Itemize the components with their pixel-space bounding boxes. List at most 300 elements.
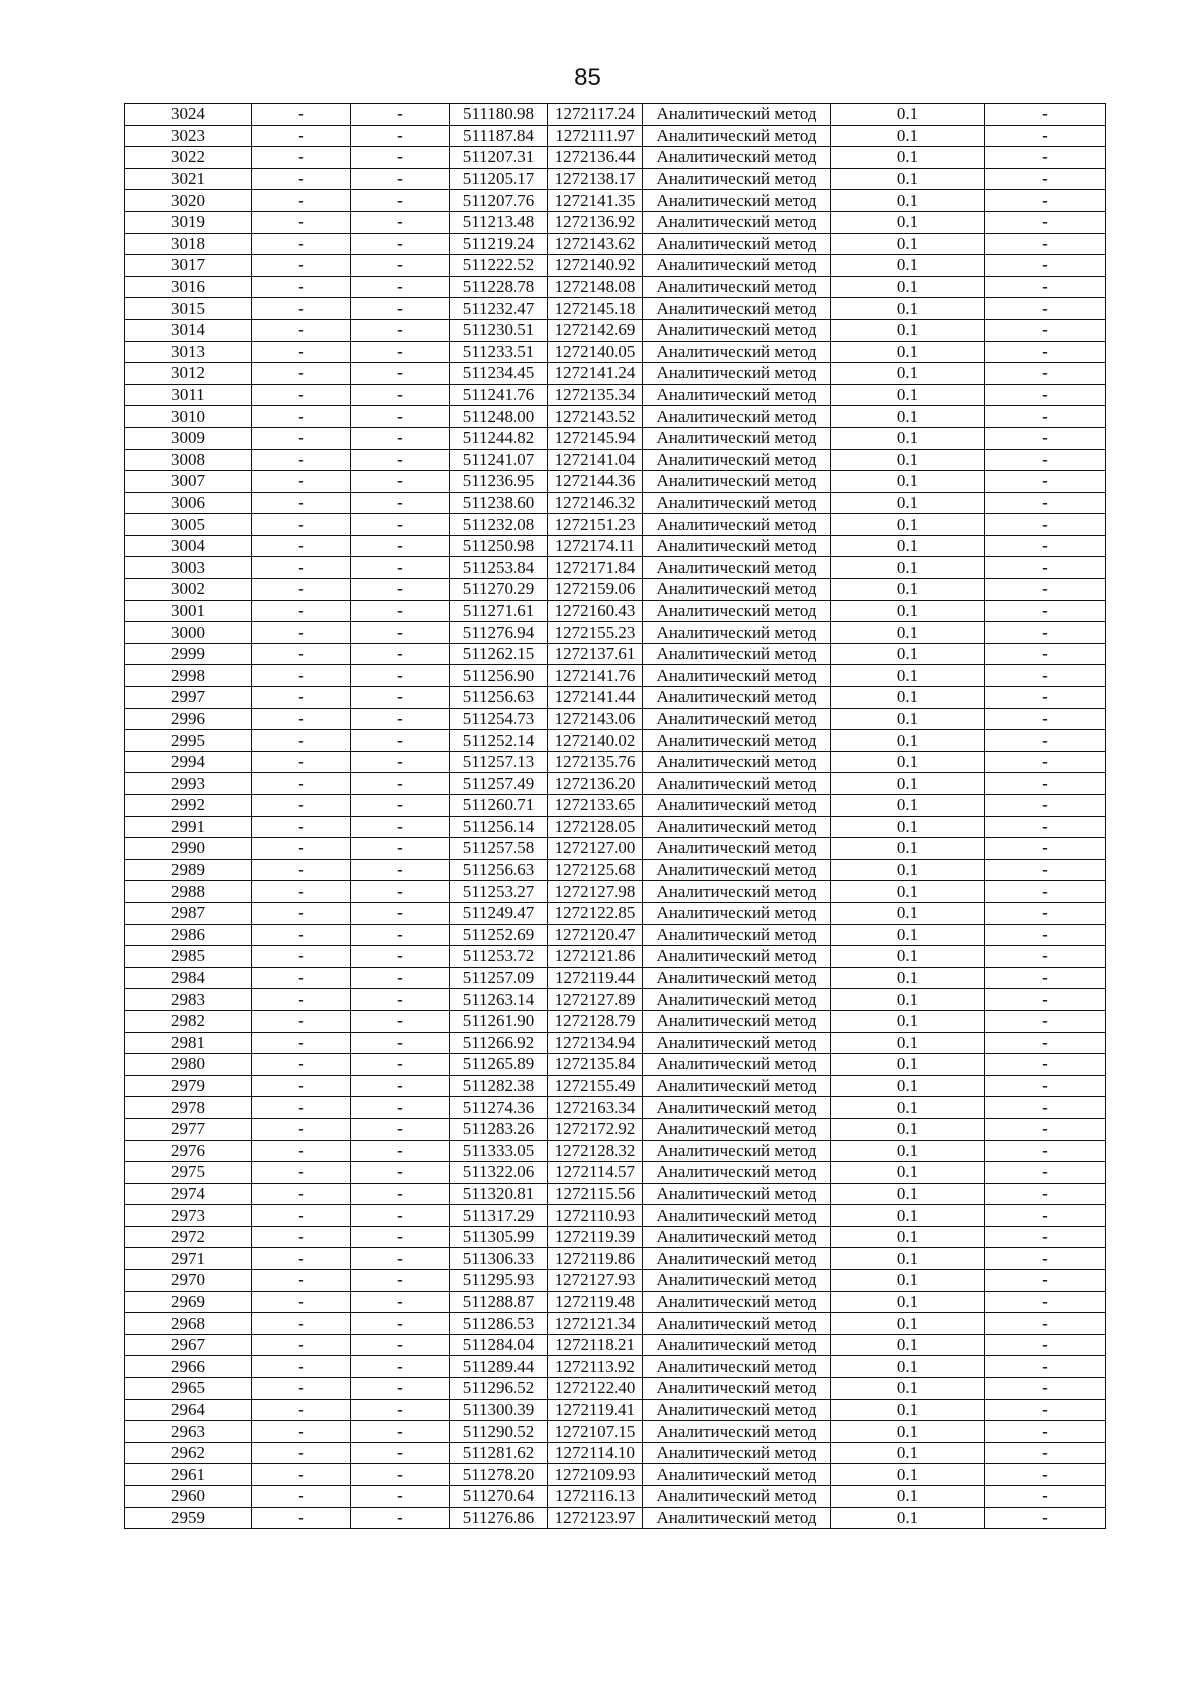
cell-col-2: -: [252, 859, 351, 881]
cell-col-2: -: [252, 233, 351, 255]
cell-col-2: -: [252, 363, 351, 385]
cell-coord-y: 1272109.93: [548, 1464, 643, 1486]
cell-col-3: -: [351, 881, 450, 903]
cell-accuracy: 0.1: [831, 1032, 985, 1054]
cell-col-8: -: [985, 1442, 1106, 1464]
cell-coord-x: 511270.64: [450, 1486, 548, 1508]
cell-coord-y: 1272141.04: [548, 449, 643, 471]
cell-coord-y: 1272120.47: [548, 924, 643, 946]
cell-method: Аналитический метод: [643, 1054, 831, 1076]
cell-col-8: -: [985, 622, 1106, 644]
cell-method: Аналитический метод: [643, 427, 831, 449]
cell-col-3: -: [351, 643, 450, 665]
cell-col-3: -: [351, 1032, 450, 1054]
cell-coord-x: 511219.24: [450, 233, 548, 255]
cell-col-2: -: [252, 924, 351, 946]
cell-accuracy: 0.1: [831, 384, 985, 406]
cell-col-2: -: [252, 902, 351, 924]
cell-method: Аналитический метод: [643, 1118, 831, 1140]
cell-col-8: -: [985, 125, 1106, 147]
cell-col-8: -: [985, 881, 1106, 903]
cell-point-number: 2989: [125, 859, 252, 881]
cell-col-3: -: [351, 471, 450, 493]
cell-col-3: -: [351, 1226, 450, 1248]
cell-coord-x: 511283.26: [450, 1118, 548, 1140]
cell-accuracy: 0.1: [831, 1313, 985, 1335]
cell-col-8: -: [985, 1205, 1106, 1227]
cell-point-number: 3013: [125, 341, 252, 363]
cell-coord-y: 1272142.69: [548, 319, 643, 341]
cell-col-2: -: [252, 838, 351, 860]
cell-method: Аналитический метод: [643, 622, 831, 644]
cell-method: Аналитический метод: [643, 751, 831, 773]
cell-coord-y: 1272146.32: [548, 492, 643, 514]
table-row: [125, 579, 1106, 601]
cell-coord-y: 1272107.15: [548, 1421, 643, 1443]
cell-coord-x: 511305.99: [450, 1226, 548, 1248]
cell-col-8: -: [985, 1248, 1106, 1270]
cell-col-3: -: [351, 924, 450, 946]
table-row: [125, 946, 1106, 968]
cell-col-3: -: [351, 190, 450, 212]
cell-col-2: -: [252, 1399, 351, 1421]
cell-coord-y: 1272138.17: [548, 168, 643, 190]
table-row: [125, 1399, 1106, 1421]
cell-point-number: 2975: [125, 1162, 252, 1184]
cell-coord-y: 1272148.08: [548, 276, 643, 298]
cell-coord-x: 511333.05: [450, 1140, 548, 1162]
cell-method: Аналитический метод: [643, 449, 831, 471]
cell-point-number: 2969: [125, 1291, 252, 1313]
cell-point-number: 2967: [125, 1334, 252, 1356]
cell-coord-x: 511278.20: [450, 1464, 548, 1486]
cell-coord-x: 511187.84: [450, 125, 548, 147]
cell-col-8: -: [985, 967, 1106, 989]
cell-col-8: -: [985, 1291, 1106, 1313]
cell-accuracy: 0.1: [831, 233, 985, 255]
cell-coord-y: 1272155.49: [548, 1075, 643, 1097]
table-row: [125, 298, 1106, 320]
cell-accuracy: 0.1: [831, 989, 985, 1011]
table-row: [125, 902, 1106, 924]
cell-point-number: 2977: [125, 1118, 252, 1140]
cell-col-2: -: [252, 1162, 351, 1184]
table-row: [125, 1313, 1106, 1335]
cell-coord-y: 1272163.34: [548, 1097, 643, 1119]
cell-col-3: -: [351, 1010, 450, 1032]
table-row: [125, 233, 1106, 255]
table-row: [125, 708, 1106, 730]
cell-coord-y: 1272119.86: [548, 1248, 643, 1270]
cell-col-2: -: [252, 579, 351, 601]
cell-col-2: -: [252, 730, 351, 752]
cell-method: Аналитический метод: [643, 168, 831, 190]
cell-method: Аналитический метод: [643, 1356, 831, 1378]
cell-method: Аналитический метод: [643, 1010, 831, 1032]
cell-coord-y: 1272141.76: [548, 665, 643, 687]
cell-coord-y: 1272136.44: [548, 147, 643, 169]
cell-point-number: 2971: [125, 1248, 252, 1270]
cell-col-3: -: [351, 967, 450, 989]
cell-point-number: 3010: [125, 406, 252, 428]
cell-col-2: -: [252, 665, 351, 687]
cell-col-8: -: [985, 255, 1106, 277]
cell-col-2: -: [252, 168, 351, 190]
cell-col-2: -: [252, 492, 351, 514]
table-row: [125, 730, 1106, 752]
cell-accuracy: 0.1: [831, 557, 985, 579]
cell-col-2: -: [252, 816, 351, 838]
cell-point-number: 3015: [125, 298, 252, 320]
cell-coord-y: 1272119.39: [548, 1226, 643, 1248]
cell-coord-x: 511300.39: [450, 1399, 548, 1421]
cell-col-2: -: [252, 967, 351, 989]
cell-point-number: 3014: [125, 319, 252, 341]
cell-accuracy: 0.1: [831, 1399, 985, 1421]
cell-col-3: -: [351, 687, 450, 709]
cell-coord-x: 511249.47: [450, 902, 548, 924]
cell-col-3: -: [351, 363, 450, 385]
cell-coord-y: 1272127.89: [548, 989, 643, 1011]
cell-col-2: -: [252, 1507, 351, 1529]
cell-point-number: 3020: [125, 190, 252, 212]
table-row: [125, 881, 1106, 903]
cell-point-number: 2964: [125, 1399, 252, 1421]
cell-col-8: -: [985, 643, 1106, 665]
cell-col-2: -: [252, 147, 351, 169]
cell-method: Аналитический метод: [643, 1075, 831, 1097]
cell-col-3: -: [351, 125, 450, 147]
cell-col-2: -: [252, 881, 351, 903]
table-row: [125, 514, 1106, 536]
cell-method: Аналитический метод: [643, 514, 831, 536]
cell-coord-y: 1272115.56: [548, 1183, 643, 1205]
cell-coord-y: 1272134.94: [548, 1032, 643, 1054]
cell-method: Аналитический метод: [643, 816, 831, 838]
cell-method: Аналитический метод: [643, 708, 831, 730]
cell-col-8: -: [985, 989, 1106, 1011]
coordinates-table: [124, 103, 1106, 1529]
cell-accuracy: 0.1: [831, 795, 985, 817]
cell-accuracy: 0.1: [831, 1334, 985, 1356]
cell-col-3: -: [351, 492, 450, 514]
cell-coord-x: 511250.98: [450, 535, 548, 557]
table-row: [125, 125, 1106, 147]
cell-point-number: 2976: [125, 1140, 252, 1162]
cell-point-number: 2993: [125, 773, 252, 795]
cell-coord-x: 511284.04: [450, 1334, 548, 1356]
cell-accuracy: 0.1: [831, 1270, 985, 1292]
table-row: [125, 1054, 1106, 1076]
cell-coord-y: 1272172.92: [548, 1118, 643, 1140]
cell-coord-x: 511260.71: [450, 795, 548, 817]
cell-coord-y: 1272114.10: [548, 1442, 643, 1464]
cell-method: Аналитический метод: [643, 665, 831, 687]
cell-coord-x: 511286.53: [450, 1313, 548, 1335]
table-row: [125, 1183, 1106, 1205]
cell-point-number: 3022: [125, 147, 252, 169]
cell-coord-x: 511276.86: [450, 1507, 548, 1529]
cell-accuracy: 0.1: [831, 211, 985, 233]
cell-method: Аналитический метод: [643, 319, 831, 341]
cell-coord-y: 1272117.24: [548, 104, 643, 126]
cell-coord-x: 511263.14: [450, 989, 548, 1011]
cell-point-number: 2994: [125, 751, 252, 773]
cell-col-2: -: [252, 104, 351, 126]
cell-col-3: -: [351, 1486, 450, 1508]
cell-coord-y: 1272125.68: [548, 859, 643, 881]
cell-col-2: -: [252, 471, 351, 493]
cell-col-3: -: [351, 449, 450, 471]
cell-point-number: 3016: [125, 276, 252, 298]
cell-coord-x: 511256.14: [450, 816, 548, 838]
cell-method: Аналитический метод: [643, 924, 831, 946]
cell-method: Аналитический метод: [643, 211, 831, 233]
cell-accuracy: 0.1: [831, 514, 985, 536]
cell-coord-x: 511252.14: [450, 730, 548, 752]
cell-coord-y: 1272160.43: [548, 600, 643, 622]
cell-coord-y: 1272141.24: [548, 363, 643, 385]
cell-point-number: 2962: [125, 1442, 252, 1464]
cell-col-2: -: [252, 1356, 351, 1378]
table-row: [125, 622, 1106, 644]
cell-method: Аналитический метод: [643, 1442, 831, 1464]
cell-accuracy: 0.1: [831, 773, 985, 795]
cell-col-2: -: [252, 1421, 351, 1443]
cell-method: Аналитический метод: [643, 1421, 831, 1443]
cell-coord-x: 511238.60: [450, 492, 548, 514]
cell-point-number: 2996: [125, 708, 252, 730]
table-row: [125, 1075, 1106, 1097]
cell-col-2: -: [252, 449, 351, 471]
table-row: [125, 816, 1106, 838]
cell-accuracy: 0.1: [831, 1010, 985, 1032]
cell-col-3: -: [351, 1334, 450, 1356]
cell-coord-x: 511230.51: [450, 319, 548, 341]
cell-col-2: -: [252, 1442, 351, 1464]
cell-accuracy: 0.1: [831, 730, 985, 752]
cell-method: Аналитический метод: [643, 492, 831, 514]
table-row: [125, 1507, 1106, 1529]
cell-point-number: 2979: [125, 1075, 252, 1097]
cell-point-number: 3024: [125, 104, 252, 126]
cell-col-8: -: [985, 1270, 1106, 1292]
cell-col-3: -: [351, 341, 450, 363]
cell-col-3: -: [351, 989, 450, 1011]
cell-method: Аналитический метод: [643, 1270, 831, 1292]
cell-col-3: -: [351, 147, 450, 169]
cell-accuracy: 0.1: [831, 687, 985, 709]
cell-col-8: -: [985, 298, 1106, 320]
cell-method: Аналитический метод: [643, 1334, 831, 1356]
cell-coord-x: 511254.73: [450, 708, 548, 730]
cell-col-8: -: [985, 535, 1106, 557]
cell-col-3: -: [351, 1270, 450, 1292]
cell-coord-y: 1272119.44: [548, 967, 643, 989]
cell-col-3: -: [351, 1097, 450, 1119]
cell-coord-y: 1272135.76: [548, 751, 643, 773]
cell-col-8: -: [985, 1507, 1106, 1529]
cell-col-8: -: [985, 1399, 1106, 1421]
cell-accuracy: 0.1: [831, 881, 985, 903]
cell-method: Аналитический метод: [643, 276, 831, 298]
table-row: [125, 1486, 1106, 1508]
cell-coord-x: 511256.63: [450, 859, 548, 881]
cell-col-3: -: [351, 946, 450, 968]
cell-col-3: -: [351, 1378, 450, 1400]
cell-col-8: -: [985, 406, 1106, 428]
table-row: [125, 687, 1106, 709]
cell-col-8: -: [985, 363, 1106, 385]
cell-coord-x: 511261.90: [450, 1010, 548, 1032]
cell-coord-y: 1272143.06: [548, 708, 643, 730]
cell-col-8: -: [985, 1183, 1106, 1205]
cell-accuracy: 0.1: [831, 190, 985, 212]
cell-coord-y: 1272127.93: [548, 1270, 643, 1292]
cell-coord-x: 511232.47: [450, 298, 548, 320]
cell-coord-y: 1272140.05: [548, 341, 643, 363]
cell-accuracy: 0.1: [831, 406, 985, 428]
cell-method: Аналитический метод: [643, 643, 831, 665]
cell-coord-y: 1272151.23: [548, 514, 643, 536]
cell-coord-x: 511232.08: [450, 514, 548, 536]
cell-col-8: -: [985, 1140, 1106, 1162]
cell-coord-y: 1272143.52: [548, 406, 643, 428]
table-row: [125, 168, 1106, 190]
table-row: [125, 255, 1106, 277]
cell-method: Аналитический метод: [643, 967, 831, 989]
cell-col-8: -: [985, 1010, 1106, 1032]
cell-coord-y: 1272143.62: [548, 233, 643, 255]
cell-col-8: -: [985, 1421, 1106, 1443]
table-row: [125, 838, 1106, 860]
cell-method: Аналитический метод: [643, 838, 831, 860]
cell-col-3: -: [351, 1248, 450, 1270]
cell-point-number: 3006: [125, 492, 252, 514]
cell-col-2: -: [252, 1205, 351, 1227]
cell-method: Аналитический метод: [643, 1464, 831, 1486]
cell-accuracy: 0.1: [831, 427, 985, 449]
cell-coord-x: 511180.98: [450, 104, 548, 126]
cell-coord-y: 1272174.11: [548, 535, 643, 557]
cell-accuracy: 0.1: [831, 946, 985, 968]
cell-col-8: -: [985, 665, 1106, 687]
cell-coord-x: 511295.93: [450, 1270, 548, 1292]
cell-method: Аналитический метод: [643, 1486, 831, 1508]
cell-col-3: -: [351, 535, 450, 557]
cell-col-8: -: [985, 1097, 1106, 1119]
cell-coord-x: 511270.29: [450, 579, 548, 601]
cell-col-3: -: [351, 298, 450, 320]
cell-accuracy: 0.1: [831, 471, 985, 493]
cell-col-3: -: [351, 104, 450, 126]
cell-coord-y: 1272144.36: [548, 471, 643, 493]
cell-coord-y: 1272145.94: [548, 427, 643, 449]
cell-coord-y: 1272119.48: [548, 1291, 643, 1313]
cell-point-number: 2986: [125, 924, 252, 946]
cell-col-8: -: [985, 600, 1106, 622]
cell-coord-y: 1272121.34: [548, 1313, 643, 1335]
cell-col-3: -: [351, 1205, 450, 1227]
cell-col-3: -: [351, 1399, 450, 1421]
cell-col-2: -: [252, 514, 351, 536]
cell-point-number: 2991: [125, 816, 252, 838]
cell-coord-x: 511244.82: [450, 427, 548, 449]
cell-col-3: -: [351, 1118, 450, 1140]
cell-method: Аналитический метод: [643, 1183, 831, 1205]
cell-coord-y: 1272145.18: [548, 298, 643, 320]
table-row: [125, 1032, 1106, 1054]
cell-col-3: -: [351, 665, 450, 687]
cell-point-number: 2961: [125, 1464, 252, 1486]
cell-coord-x: 511252.69: [450, 924, 548, 946]
cell-point-number: 2984: [125, 967, 252, 989]
cell-point-number: 2982: [125, 1010, 252, 1032]
cell-coord-y: 1272116.13: [548, 1486, 643, 1508]
cell-accuracy: 0.1: [831, 535, 985, 557]
cell-coord-x: 511253.27: [450, 881, 548, 903]
cell-coord-x: 511257.49: [450, 773, 548, 795]
table-row: [125, 1205, 1106, 1227]
cell-col-8: -: [985, 1378, 1106, 1400]
cell-coord-x: 511256.63: [450, 687, 548, 709]
cell-col-2: -: [252, 535, 351, 557]
cell-point-number: 3001: [125, 600, 252, 622]
cell-point-number: 2997: [125, 687, 252, 709]
cell-col-8: -: [985, 859, 1106, 881]
cell-point-number: 2988: [125, 881, 252, 903]
cell-coord-x: 511289.44: [450, 1356, 548, 1378]
cell-coord-y: 1272133.65: [548, 795, 643, 817]
cell-col-8: -: [985, 924, 1106, 946]
table-row: [125, 795, 1106, 817]
cell-accuracy: 0.1: [831, 1356, 985, 1378]
cell-point-number: 2965: [125, 1378, 252, 1400]
cell-method: Аналитический метод: [643, 1399, 831, 1421]
table-row: [125, 557, 1106, 579]
table-row: [125, 1118, 1106, 1140]
cell-col-2: -: [252, 298, 351, 320]
cell-coord-y: 1272122.40: [548, 1378, 643, 1400]
cell-coord-x: 511257.13: [450, 751, 548, 773]
cell-point-number: 2972: [125, 1226, 252, 1248]
cell-col-3: -: [351, 751, 450, 773]
cell-col-8: -: [985, 838, 1106, 860]
table-row: [125, 535, 1106, 557]
cell-col-8: -: [985, 1054, 1106, 1076]
cell-point-number: 2990: [125, 838, 252, 860]
cell-col-8: -: [985, 168, 1106, 190]
table-row: [125, 1464, 1106, 1486]
cell-accuracy: 0.1: [831, 967, 985, 989]
cell-col-3: -: [351, 1140, 450, 1162]
cell-col-8: -: [985, 190, 1106, 212]
cell-col-3: -: [351, 1075, 450, 1097]
cell-col-8: -: [985, 773, 1106, 795]
table-row: [125, 190, 1106, 212]
cell-accuracy: 0.1: [831, 751, 985, 773]
cell-col-8: -: [985, 471, 1106, 493]
cell-accuracy: 0.1: [831, 319, 985, 341]
cell-coord-y: 1272119.41: [548, 1399, 643, 1421]
cell-accuracy: 0.1: [831, 1140, 985, 1162]
cell-coord-x: 511241.07: [450, 449, 548, 471]
cell-col-3: -: [351, 514, 450, 536]
cell-method: Аналитический метод: [643, 730, 831, 752]
cell-coord-y: 1272135.84: [548, 1054, 643, 1076]
table-row: [125, 1226, 1106, 1248]
cell-col-3: -: [351, 1291, 450, 1313]
